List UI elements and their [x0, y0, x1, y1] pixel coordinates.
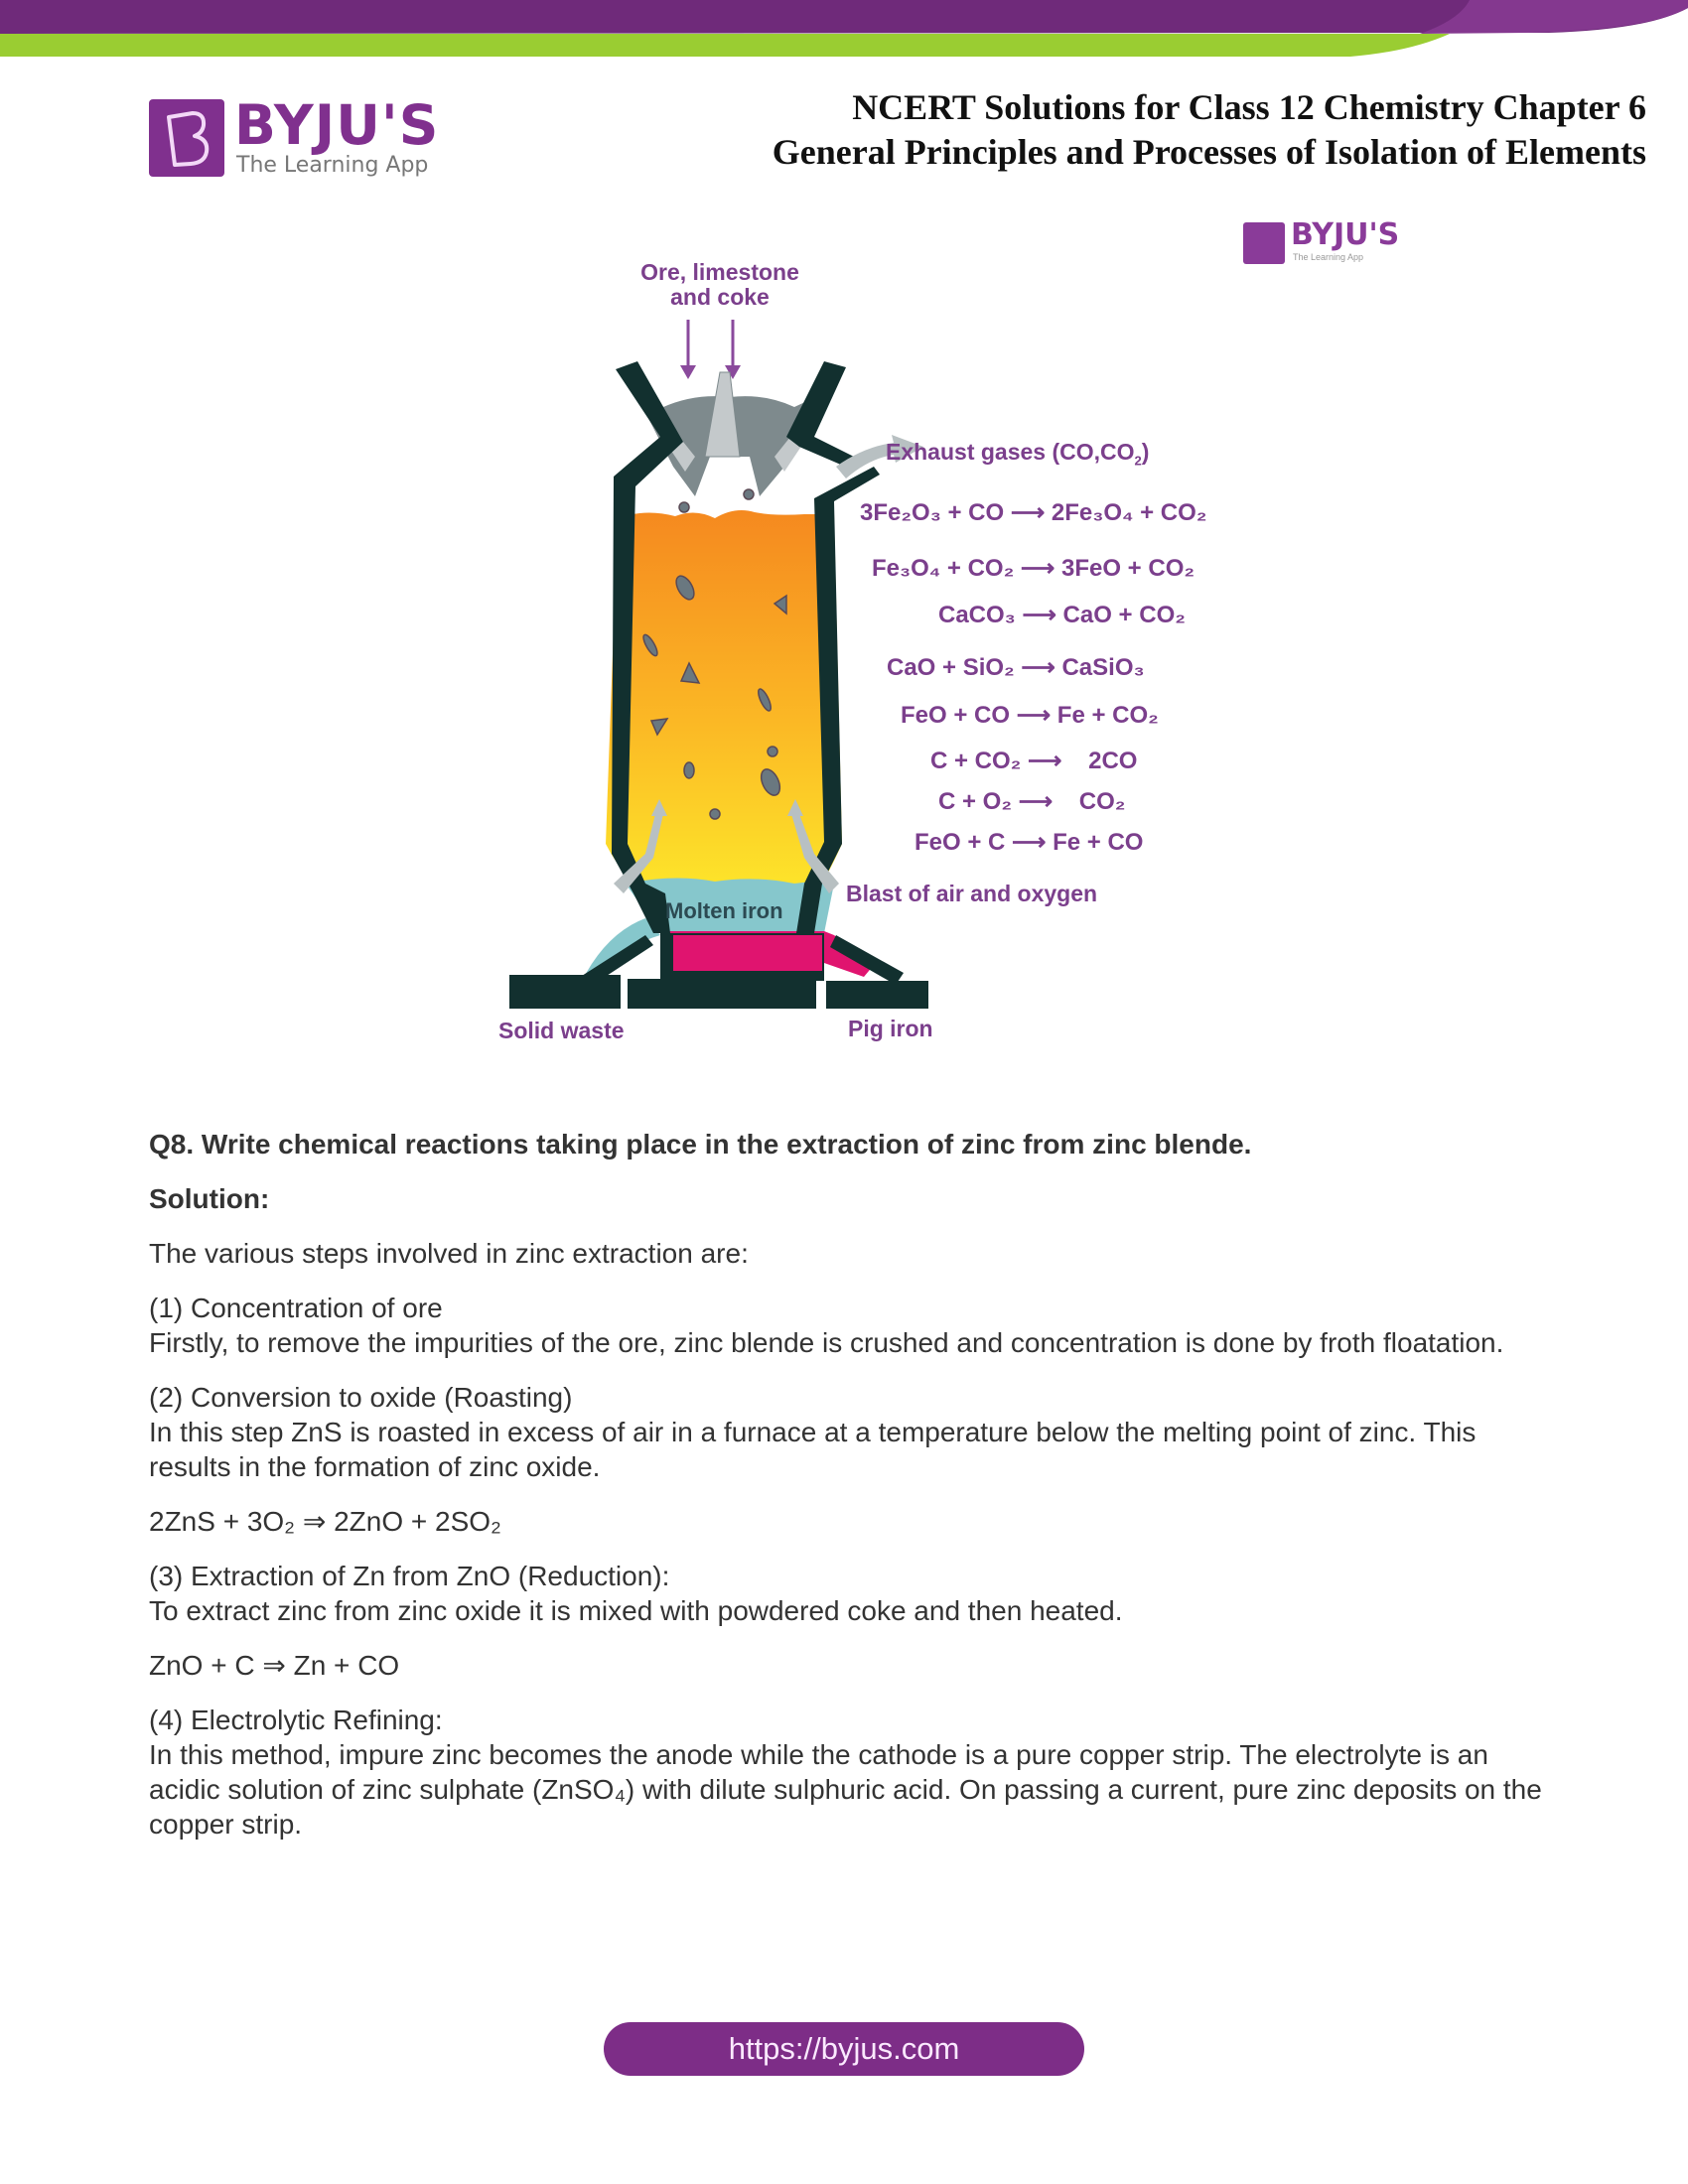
reaction-arrow-icon: ⟶: [1021, 654, 1055, 681]
blast-furnace-illustration: [179, 199, 1470, 1052]
watermark-brand: BYJU'S: [1291, 217, 1400, 252]
step-3-equation: ZnO + C ⇒ Zn + CO: [149, 1650, 400, 1681]
input-label-line-1: Ore, limestone: [640, 259, 799, 285]
blast-label: Blast of air and oxygen: [846, 881, 1098, 906]
reaction-arrow-icon: ⟶: [1018, 788, 1054, 815]
equation-2: [872, 554, 1195, 583]
pig-iron-label: Pig iron: [848, 1016, 933, 1041]
equation-8: [914, 828, 1143, 857]
equation-7: [938, 787, 1125, 816]
question-text: Q8. Write chemical reactions taking place in the extraction of zinc from zinc blende.: [149, 1129, 1252, 1160]
watermark-tagline: The Learning App: [1293, 252, 1364, 262]
equation-6: [930, 747, 1137, 775]
title-line-2: General Principles and Processes of Isolation of Elements: [772, 132, 1646, 172]
solution-label: Solution:: [149, 1183, 270, 1214]
equation-5: [901, 701, 1159, 730]
equation-3: [938, 601, 1186, 629]
eq-lhs: FeO + C: [914, 829, 1006, 856]
byjus-logo: [149, 93, 440, 179]
step-heading: (4) Electrolytic Refining:: [149, 1705, 443, 1735]
document-title: [773, 85, 1646, 175]
eq-lhs: C + O₂: [938, 788, 1013, 815]
brand-name: BYJU'S: [234, 93, 440, 157]
exhaust-sub: 2: [1134, 453, 1142, 469]
question-content: [149, 1127, 1559, 1861]
input-label-line-2: and coke: [670, 284, 770, 310]
eq-rhs: CaSiO₃: [1061, 654, 1145, 681]
equation-1: [860, 498, 1206, 527]
footer-url-link[interactable]: https://byjus.com: [604, 2022, 1084, 2076]
exhaust-label: [886, 439, 1149, 469]
reaction-arrow-icon: ⟶: [1010, 499, 1046, 526]
brand-tagline: The Learning App: [236, 153, 429, 178]
step-body: In this method, impure zinc becomes the anode while the cathode is a pure copper strip. The electrolyte is an acidic solution of zinc sulphate (ZnSO₄) with dilute sulphuric acid. On passing a current, pure zinc deposits on the copper strip.: [149, 1739, 1542, 1840]
step-heading: (1) Concentration of ore: [149, 1293, 443, 1323]
reaction-arrow-icon: ⟶: [1012, 829, 1047, 856]
reaction-arrow-icon: ⟶: [1028, 748, 1062, 774]
reaction-arrow-icon: ⟶: [1020, 555, 1055, 582]
eq-rhs: CaO + CO₂: [1062, 602, 1186, 628]
step-4: [149, 1703, 1559, 1842]
eq-rhs: CO₂: [1078, 788, 1126, 815]
eq-lhs: CaCO₃: [938, 602, 1016, 628]
eq-lhs: 3Fe₂O₃ + CO: [860, 499, 1005, 526]
eq-lhs: Fe₃O₄ + CO₂: [872, 555, 1015, 582]
eq-rhs: 2Fe₃O₄ + CO₂: [1051, 499, 1207, 526]
reaction-arrow-icon: ⟶: [1022, 602, 1056, 628]
step-2: [149, 1380, 1559, 1484]
watermark-b-icon: [1243, 222, 1285, 264]
step-2-equation: 2ZnS + 3O₂ ⇒ 2ZnO + 2SO₂: [149, 1506, 501, 1537]
eq-lhs: CaO + SiO₂: [887, 654, 1015, 681]
solution-intro: The various steps involved in zinc extraction are:: [149, 1238, 749, 1269]
step-1: [149, 1291, 1559, 1360]
eq-lhs: FeO + CO: [901, 702, 1011, 729]
watermark-logo: [1243, 217, 1400, 268]
exhaust-end: ): [1141, 439, 1150, 465]
solid-waste-label: Solid waste: [498, 1018, 625, 1043]
equation-4: [887, 653, 1145, 682]
step-heading: (2) Conversion to oxide (Roasting): [149, 1382, 573, 1413]
eq-rhs: Fe + CO: [1053, 829, 1144, 856]
top-banner: [0, 0, 1688, 69]
step-3: [149, 1559, 1559, 1628]
title-line-1: NCERT Solutions for Class 12 Chemistry Chapter 6: [852, 87, 1646, 127]
byjus-b-logo-icon: [149, 99, 224, 177]
eq-rhs: 3FeO + CO₂: [1060, 555, 1196, 582]
eq-lhs: C + CO₂: [930, 748, 1022, 774]
step-body: In this step ZnS is roasted in excess of air in a furnace at a temperature below the melting point of zinc. This results in the formation of zinc oxide.: [149, 1417, 1477, 1482]
step-heading: (3) Extraction of Zn from ZnO (Reduction):: [149, 1561, 670, 1591]
blast-furnace-diagram: [179, 199, 1470, 1052]
reaction-arrow-icon: ⟶: [1016, 702, 1052, 729]
step-body: To extract zinc from zinc oxide it is mixed with powdered coke and then heated.: [149, 1595, 1123, 1626]
eq-rhs: 2CO: [1088, 748, 1138, 774]
eq-rhs: Fe + CO₂: [1056, 702, 1159, 729]
input-label: [640, 260, 799, 310]
molten-iron-label: Molten iron: [665, 898, 783, 923]
step-body: Firstly, to remove the impurities of the ore, zinc blende is crushed and concentration is done by froth floatation.: [149, 1327, 1504, 1358]
exhaust-text: Exhaust gases (CO,CO: [886, 439, 1135, 465]
